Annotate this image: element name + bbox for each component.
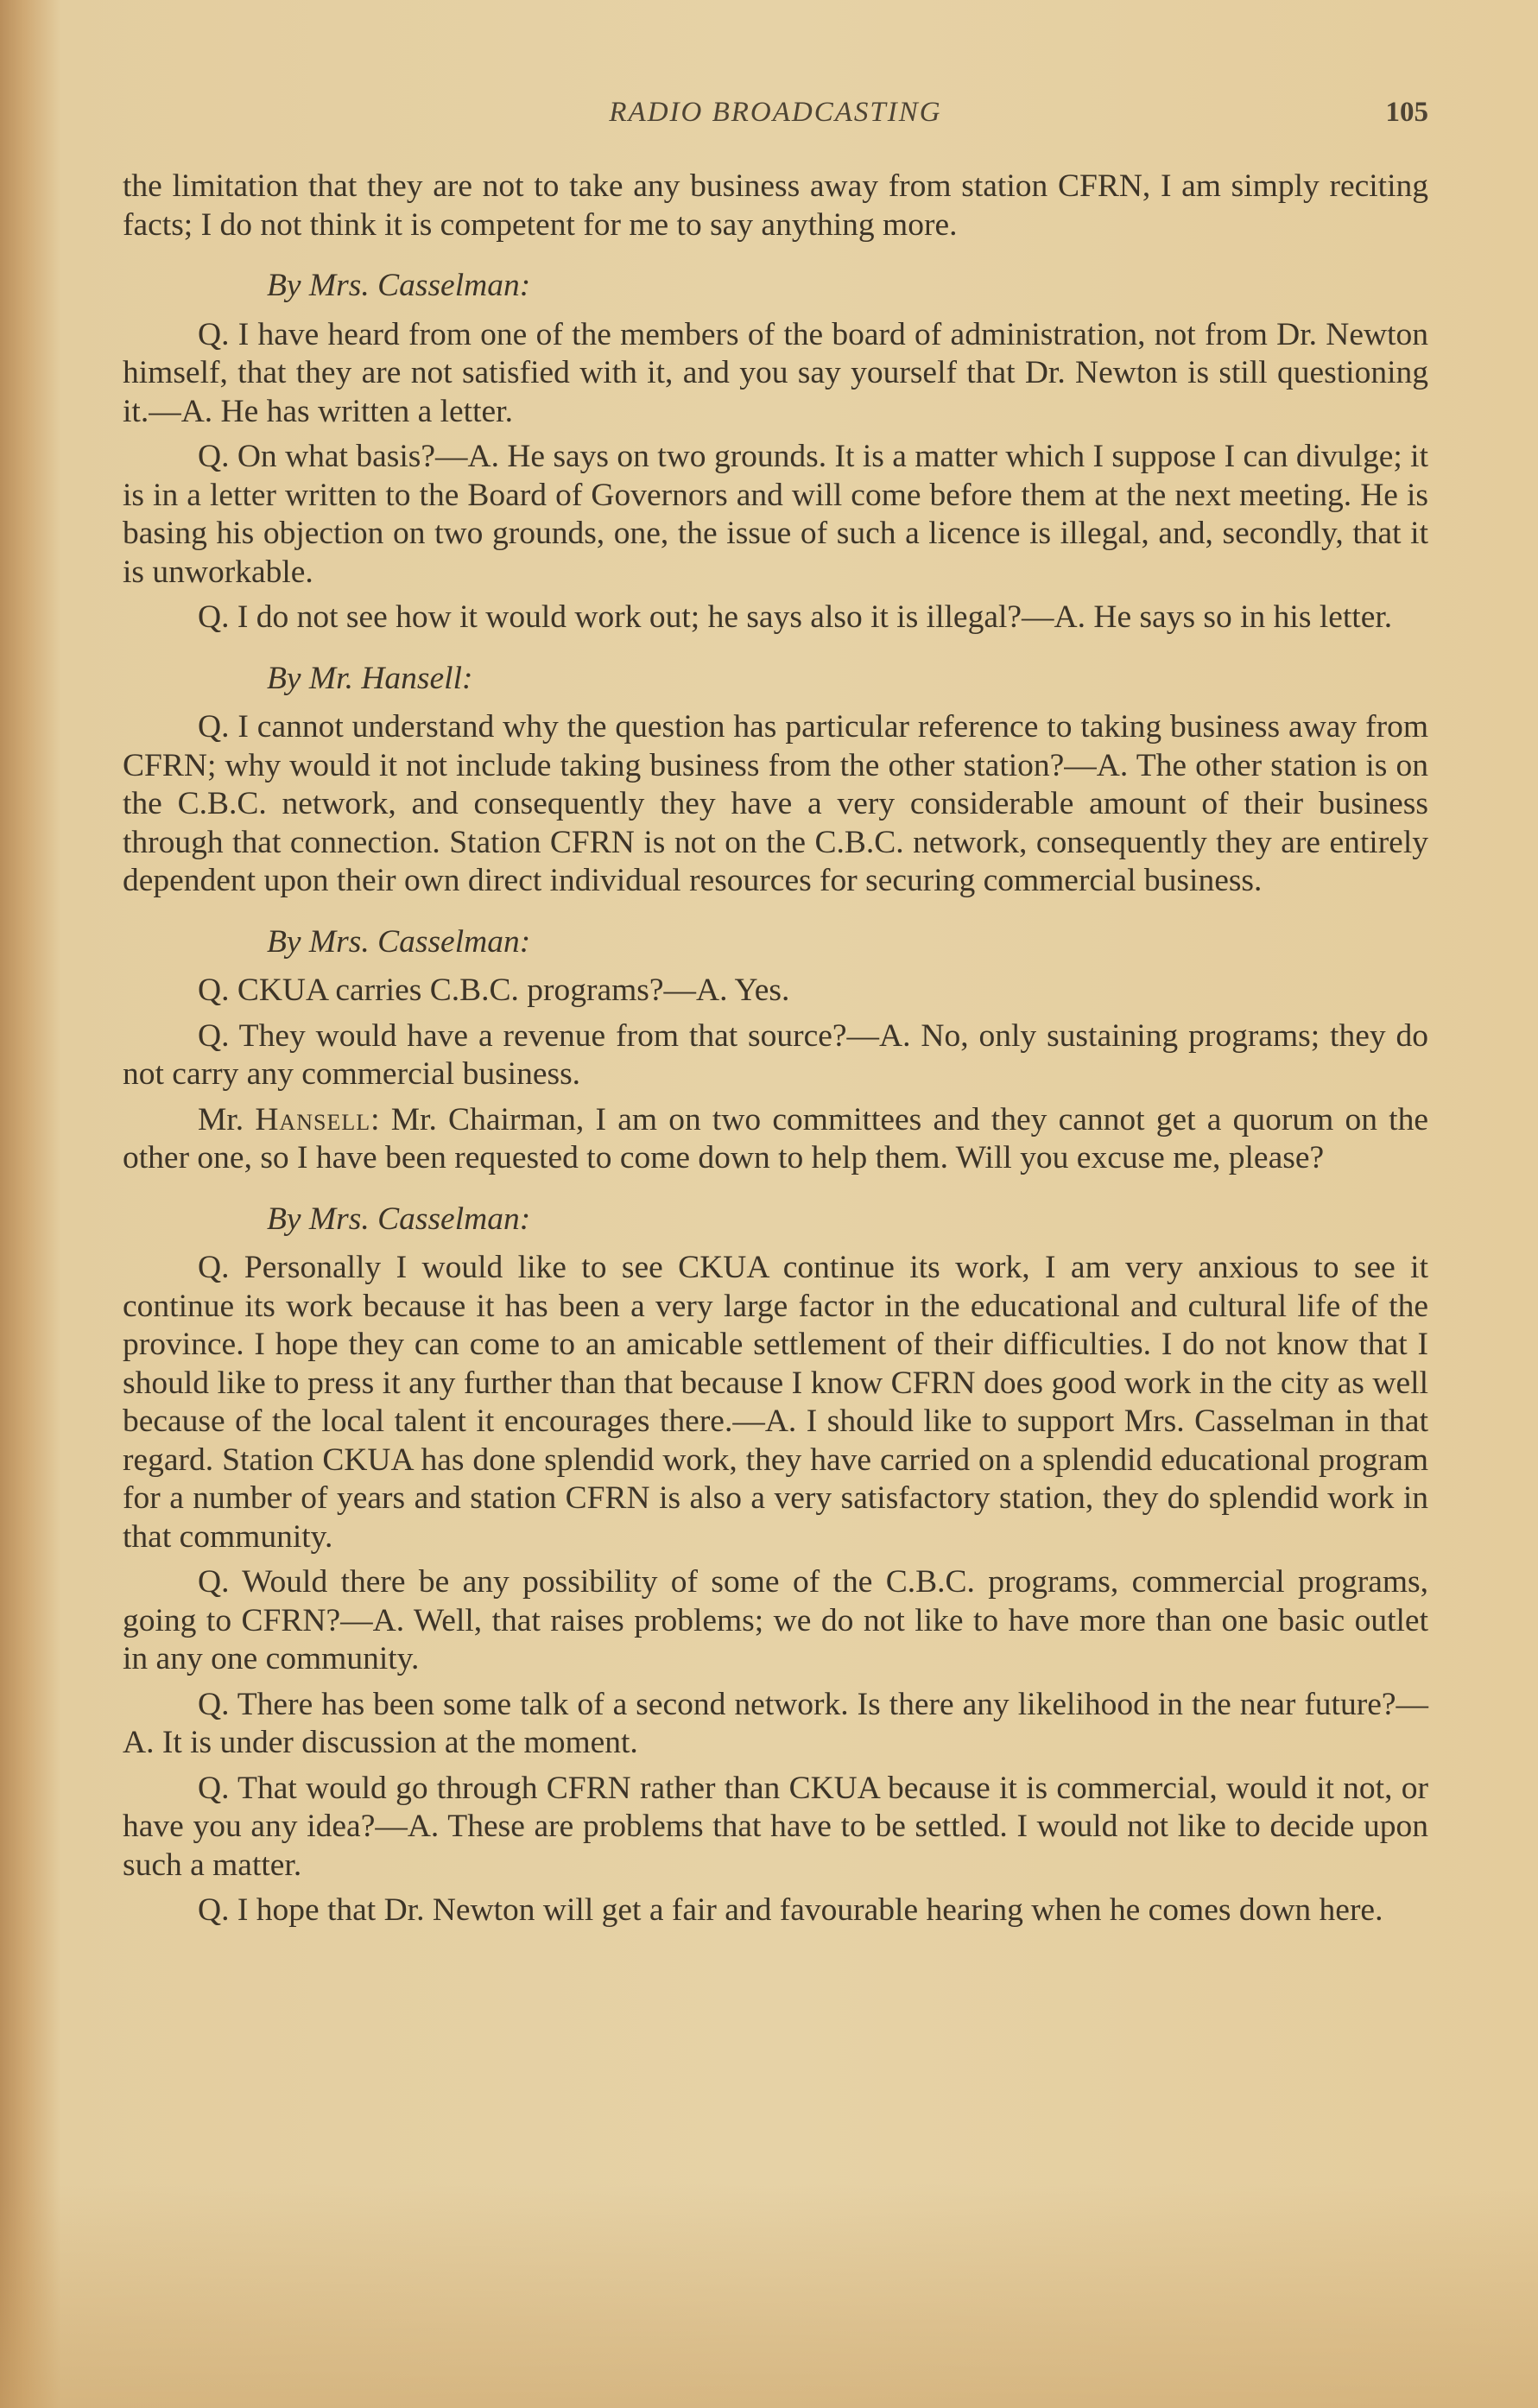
page-number: 105 <box>1385 97 1428 128</box>
paragraph: Q. I do not see how it would work out; he says also it is illegal?—A. He says so in his letter. <box>198 599 1393 635</box>
paragraph: Q. That would go through CFRN rather than CKUA because it is commercial, would it not, or have you any idea?—A. These are problems that have to be settled. I would not like to decide upon such a matter. <box>123 1770 1428 1883</box>
speaker-name: Hansell <box>255 1101 371 1137</box>
body-text <box>123 168 1428 1937</box>
paragraph: Q. Personally I would like to see CKUA continue its work, I am very anxious to see it continue its work because it has been a very large factor in the educational and cultural life of the province. I hope they can come to an amicable settlement of their difficulties. I do not know that I should like to press it any further than that because I know CFRN does good work in the city as well because of the local talent it encourages there.—A. I should like to support Mrs. Casselman in that regard. Station CKUA has done splendid work, they have carried on a splendid educational program for a number of years and station CFRN is also a very satisfactory station, they do splendid work in that community. <box>123 1250 1428 1555</box>
paragraph-continuation: the limitation that they are not to take any business away from station CFRN, I am simply reciting facts; I do not think it is competent for me to say anything more. <box>123 168 1428 243</box>
speaker-heading: By Mrs. Casselman: <box>267 268 531 303</box>
speaker-heading: By Mrs. Casselman: <box>267 923 531 960</box>
paragraph: Q. They would have a revenue from that source?—A. No, only sustaining programs; they do not carry any commercial business. <box>123 1017 1428 1092</box>
speaker-heading: By Mr. Hansell: <box>267 660 473 696</box>
paragraph: Q. I have heard from one of the members of the board of administration, not from Dr. Newton himself, that they are not satisfied with it, and you say yourself that Dr. Newton is still questioning it.—A. He has written a letter. <box>123 316 1428 429</box>
paragraph: Q. Would there be any possibility of some of the C.B.C. programs, commercial programs, going to CFRN?—A. Well, that raises problems; we do not like to have more than one basic outlet in any one community. <box>123 1564 1428 1676</box>
paragraph: Q. CKUA carries C.B.C. programs?—A. Yes. <box>198 973 790 1008</box>
paragraph: Q. There has been some talk of a second network. Is there any likelihood in the near future?—A. It is under discussion at the moment. <box>123 1686 1428 1760</box>
speaker-statement <box>123 1101 1428 1178</box>
speaker-heading: By Mrs. Casselman: <box>267 1201 531 1237</box>
speaker-prefix: Mr. <box>198 1101 256 1137</box>
paragraph: Q. On what basis?—A. He says on two grounds. It is a matter which I suppose I can divulge; it is in a letter written to the Board of Governors and will come before them at the next meeting. He is basing his objection on two grounds, one, the issue of such a licence is illegal, and, secondly, that it is unworkable. <box>123 439 1428 590</box>
speaker-statement-text: : Mr. Chairman, I am on two committees and they cannot get a quorum on the other one, so I have been requested to come down to help them. Will you excuse me, please? <box>123 1101 1428 1175</box>
paragraph: Q. I hope that Dr. Newton will get a fair and favourable hearing when he comes down here. <box>198 1892 1383 1928</box>
paragraph: Q. I cannot understand why the question has particular reference to taking business away from CFRN; why would it not include taking business from the other station?—A. The other station is on the C.B.C. network, and consequently they have a very considerable amount of their business through that connection. Station CFRN is not on the C.B.C. network, consequently they are entirely dependent upon their own direct individual resources for securing commercial business. <box>123 709 1428 898</box>
running-title: RADIO BROADCASTING <box>609 97 942 128</box>
page-header <box>123 97 1428 140</box>
